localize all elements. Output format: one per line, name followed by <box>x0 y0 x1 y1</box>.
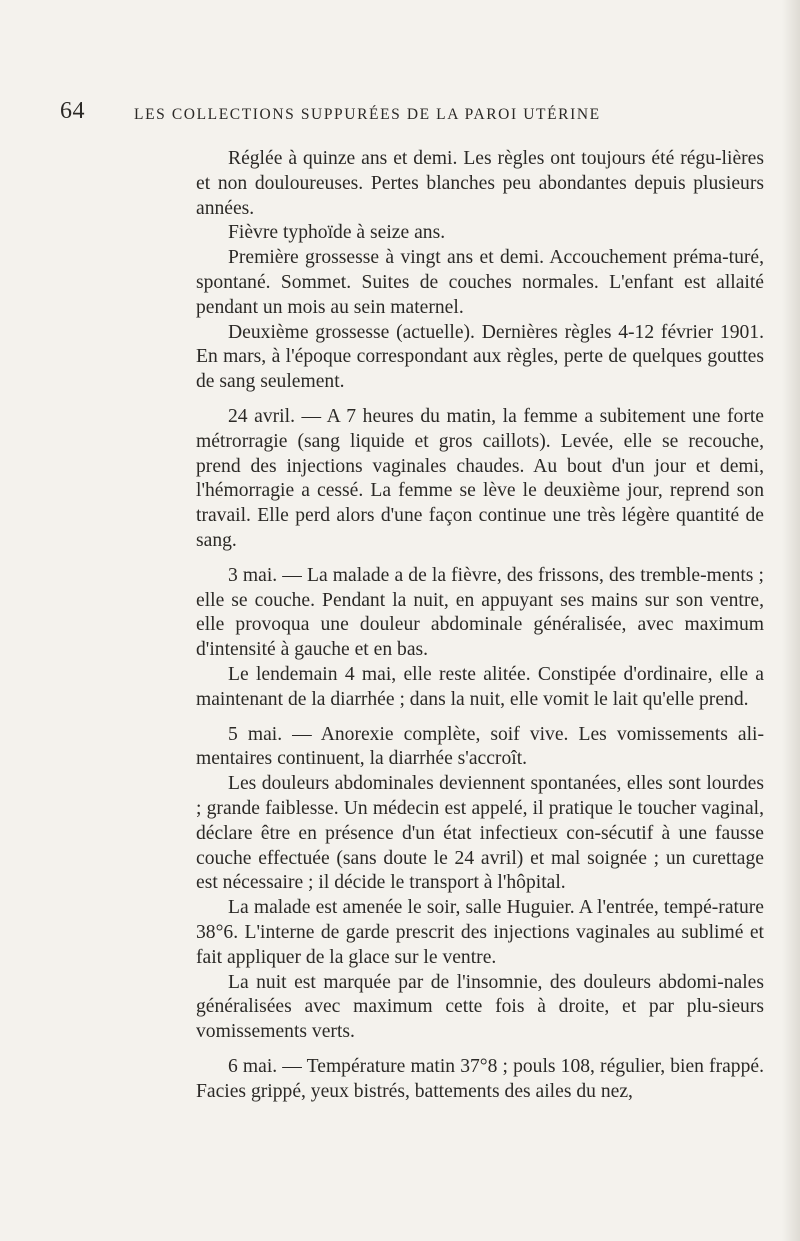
paragraph-admission: La malade est amenée le soir, salle Huguier. A l'entrée, tempé-rature 38°6. L'interne de garde prescrit des injections vaginales au sublimé et fait appliquer de la glace sur le ventre. <box>196 897 764 968</box>
paragraph-6-may: 6 mai. — Température matin 37°8 ; pouls 108, régulier, bien frappé. Facies grippé, yeux bistrés, battements des ailes du nez, <box>196 1055 764 1102</box>
page-number: 64 <box>60 98 85 124</box>
paragraph-4-may: Le lendemain 4 mai, elle reste alitée. Constipée d'ordinaire, elle a maintenant de la diarrhée ; dans la nuit, elle vomit le lait qu'elle prend. <box>196 663 764 710</box>
paragraph-typhoid: Fièvre typhoïde à seize ans. <box>228 222 446 244</box>
running-head: LES COLLECTIONS SUPPURÉES DE LA PAROI UTÉRINE <box>134 106 601 123</box>
paragraph-second-pregnancy: Deuxième grossesse (actuelle). Dernières règles 4-12 février 1901. En mars, à l'époque correspondant aux règles, perte de quelques gouttes de sang seulement. <box>196 321 764 393</box>
paragraph-24-april: 24 avril. — A 7 heures du matin, la femme a subitement une forte métrorragie (sang liquide et gros caillots). Levée, elle se recouche, prend des injections vaginales chaudes. Au bout d'un jour et demi, l'hémorragie a cessé. La femme se lève le deuxième jour, reprend son travail. Elle perd alors d'une façon continue une très légère quantité de sang. <box>196 405 764 551</box>
page-header <box>60 98 760 140</box>
paragraph-3-may: 3 mai. — La malade a de la fièvre, des frissons, des tremble-ments ; elle se couche. Pendant la nuit, en appuyant ses mains sur son ventre, elle provoqua une douleur abdominale généralisée, avec maximum d'intensité à gauche et en bas. <box>196 564 764 661</box>
paragraph-abdominal-pain: Les douleurs abdominales deviennent spontanées, elles sont lourdes ; grande faiblesse. Un médecin est appelé, il pratique le toucher vaginal, déclare être en présence d'un état infectieux con-sécutif à une fausse couche effectuée (sans doute le 24 avril) et mal soignée ; un curettage est nécessaire ; il décide le transport à l'hôpital. <box>196 773 764 894</box>
body-text <box>196 147 764 1104</box>
paragraph-menstruation: Réglée à quinze ans et demi. Les règles ont toujours été régu-lières et non douloureuses. Pertes blanches peu abondantes depuis plusieurs années. <box>196 148 764 219</box>
paragraph-first-pregnancy: Première grossesse à vingt ans et demi. Accouchement préma-turé, spontané. Sommet. Suites de couches normales. L'enfant est allaité pendant un mois au sein maternel. <box>196 247 764 318</box>
paragraph-5-may: 5 mai. — Anorexie complète, soif vive. Les vomissements ali-mentaires continuent, la diarrhée s'accroît. <box>196 723 764 770</box>
page-edge-shadow <box>782 0 800 1241</box>
paragraph-night: La nuit est marquée par de l'insomnie, des douleurs abdomi-nales généralisées avec maximum cette fois à droite, et par plu-sieurs vomissements verts. <box>196 971 764 1043</box>
